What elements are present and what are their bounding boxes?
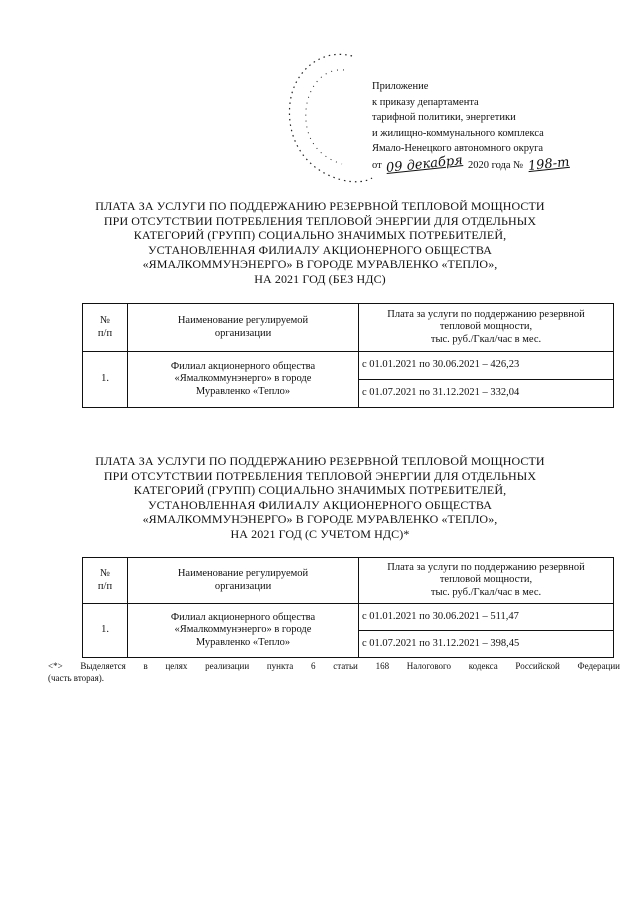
section1-title — [60, 199, 580, 286]
title-line: УСТАНОВЛЕННАЯ ФИЛИАЛУ АКЦИОНЕРНОГО ОБЩЕСТВА — [147, 497, 492, 512]
tariff-table-no-vat — [82, 303, 614, 408]
appendix-line: тарифной политики, энергетики — [372, 112, 516, 123]
row-num: 1. — [83, 604, 128, 658]
title-line: КАТЕГОРИЙ (ГРУПП) СОЦИАЛЬНО ЗНАЧИМЫХ ПОТРЕБИТЕЛЕЙ, — [133, 483, 507, 497]
row-org: Филиал акционерного общества «Ямалкоммунэнерго» в городе Муравленко «Тепло» — [128, 604, 359, 658]
date-suffix: 2020 года № — [467, 159, 524, 171]
row-num: 1. — [83, 352, 128, 408]
title-line: «ЯМАЛКОММУНЭНЕРГО» В ГОРОДЕ МУРАВЛЕНКО «ТЕПЛО», — [142, 257, 498, 271]
period-second-half: с 01.07.2021 по 31.12.2021 – 398,45 — [359, 631, 614, 658]
header-fee: Плата за услуги по поддержанию резервной тепловой мощности, тыс. руб./Гкал/час в мес. — [359, 558, 614, 604]
header-fee: Плата за услуги по поддержанию резервной тепловой мощности, тыс. руб./Гкал/час в мес. — [359, 304, 614, 352]
footnote-line2: (часть вторая). — [48, 673, 105, 683]
title-line: КАТЕГОРИЙ (ГРУПП) СОЦИАЛЬНО ЗНАЧИМЫХ ПОТРЕБИТЕЛЕЙ, — [133, 228, 507, 242]
appendix-line: Ямало-Ненецкого автономного округа — [372, 143, 544, 154]
date-prefix: от — [372, 159, 382, 171]
period-second-half: с 01.07.2021 по 31.12.2021 – 332,04 — [359, 380, 614, 408]
appendix-block — [372, 79, 632, 176]
period-first-half: с 01.01.2021 по 30.06.2021 – 426,23 — [359, 352, 614, 380]
title-line: УСТАНОВЛЕННАЯ ФИЛИАЛУ АКЦИОНЕРНОГО ОБЩЕСТВА — [147, 242, 492, 257]
row-org: Филиал акционерного общества «Ямалкоммунэнерго» в городе Муравленко «Тепло» — [128, 352, 359, 408]
header-num: № п/п — [83, 558, 128, 604]
title-line: ПЛАТА ЗА УСЛУГИ ПО ПОДДЕРЖАНИЮ РЕЗЕРВНОЙ ТЕПЛОВОЙ МОЩНОСТИ — [95, 454, 545, 468]
title-line: ПЛАТА ЗА УСЛУГИ ПО ПОДДЕРЖАНИЮ РЕЗЕРВНОЙ ТЕПЛОВОЙ МОЩНОСТИ — [95, 199, 545, 213]
appendix-line: Приложение — [372, 81, 429, 92]
footnote-line1: <*> Выделяется в целях реализации пункта 6 статьи 168 Налогового кодекса Российской Федерации — [48, 661, 620, 671]
title-line: НА 2021 ГОД (С УЧЕТОМ НДС)* — [230, 526, 410, 541]
section2-title — [60, 454, 580, 541]
appendix-line: и жилищно-коммунального комплекса — [372, 127, 544, 139]
stamp-outline — [282, 48, 374, 188]
title-line: ПРИ ОТСУТСТВИИ ПОТРЕБЛЕНИЯ ТЕПЛОВОЙ ЭНЕРГИИ ДЛЯ ОТДЕЛЬНЫХ — [103, 213, 537, 228]
handwritten-number: 198-т — [527, 154, 571, 174]
title-line: «ЯМАЛКОММУНЭНЕРГО» В ГОРОДЕ МУРАВЛЕНКО «ТЕПЛО», — [142, 512, 498, 526]
header-num: № п/п — [83, 304, 128, 352]
appendix-date-line — [372, 152, 632, 176]
period-first-half: с 01.01.2021 по 30.06.2021 – 511,47 — [359, 604, 614, 631]
tariff-table-with-vat — [82, 557, 614, 658]
title-line: ПРИ ОТСУТСТВИИ ПОТРЕБЛЕНИЯ ТЕПЛОВОЙ ЭНЕРГИИ ДЛЯ ОТДЕЛЬНЫХ — [103, 468, 537, 483]
handwritten-date: 09 декабря — [385, 152, 464, 176]
header-org: Наименование регулируемой организации — [128, 558, 359, 604]
title-line: НА 2021 ГОД (БЕЗ НДС) — [254, 271, 386, 286]
header-org: Наименование регулируемой организации — [128, 304, 359, 352]
appendix-line: к приказу департамента — [372, 96, 479, 108]
